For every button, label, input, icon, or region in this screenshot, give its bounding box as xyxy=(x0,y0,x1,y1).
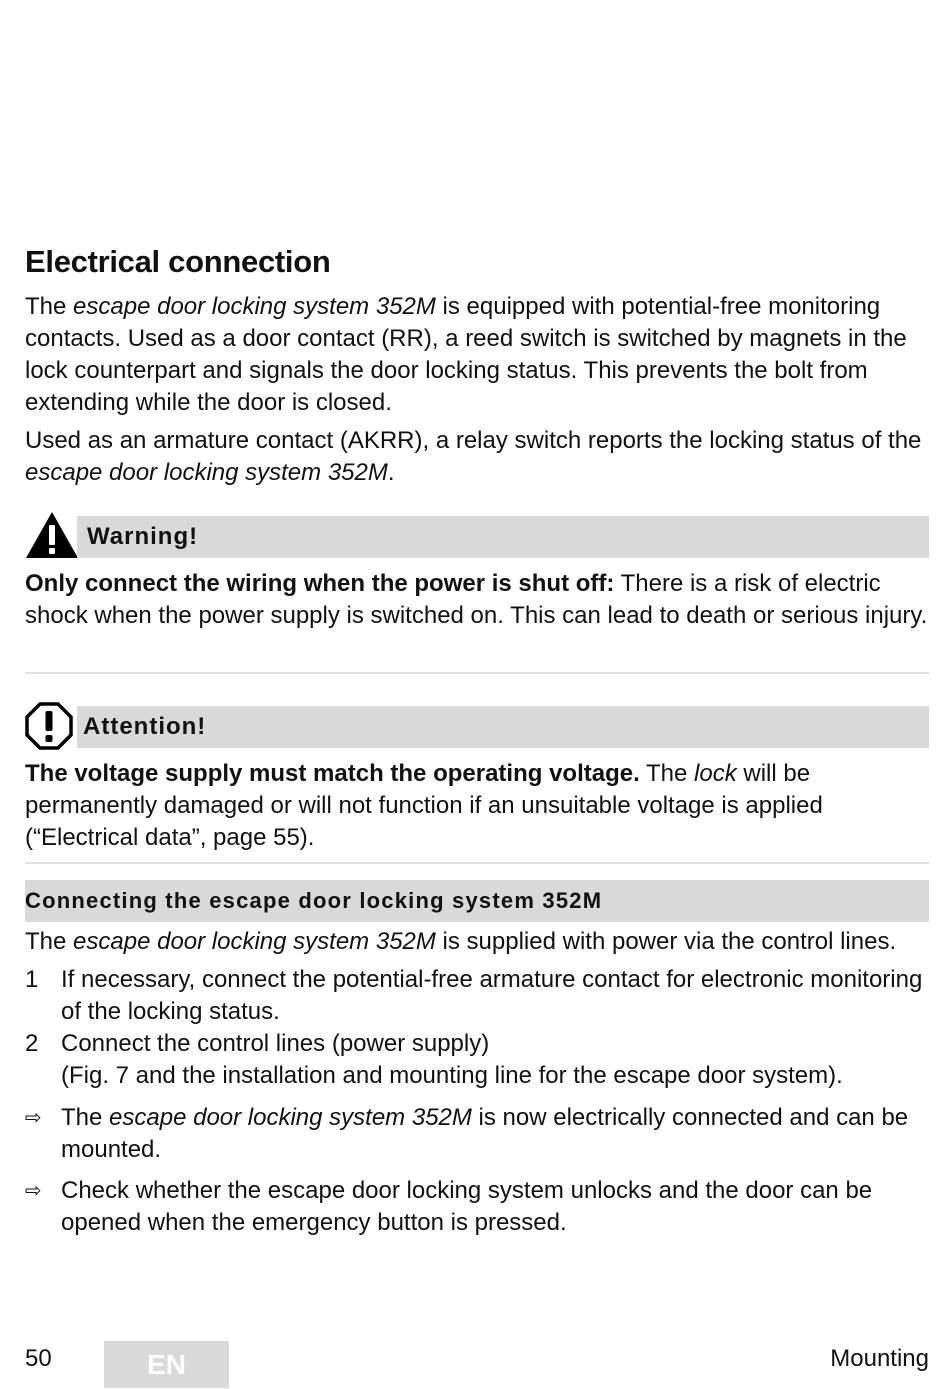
intro-paragraph-2 xyxy=(25,425,929,489)
text-run: is supplied with power via the control lines. xyxy=(435,928,897,955)
section-header: Connecting the escape door locking system 352M xyxy=(25,880,929,922)
text-run: The xyxy=(639,760,695,787)
page-number: 50 xyxy=(25,1345,52,1372)
warning-emphasis: Only connect the wiring when the power is shut off: xyxy=(25,570,615,597)
intro-paragraph-1 xyxy=(25,291,929,419)
text-run: . xyxy=(387,459,395,486)
divider xyxy=(25,862,929,864)
attention-text xyxy=(25,758,929,854)
product-name: escape door locking system 352M xyxy=(73,293,436,320)
step-number: 2 xyxy=(25,1030,39,1057)
step-text xyxy=(61,1028,929,1092)
text-run: The xyxy=(25,928,74,955)
text-run: is now electrically connected and can be mounted. xyxy=(61,1104,909,1163)
text-run: The xyxy=(25,293,74,320)
result-text xyxy=(61,1102,929,1166)
text-run: There is a risk of electric shock when the power supply is switched on. This can lead to death or serious injury. xyxy=(25,570,928,629)
text-run: Used as an armature contact (AKRR), a relay switch reports the locking status of the xyxy=(25,427,922,454)
page-title: Electrical connection xyxy=(25,244,331,279)
result-arrow-icon: ⇨ xyxy=(25,1107,42,1129)
result-text: Check whether the escape door locking system unlocks and the door can be opened when the emergency button is pressed. xyxy=(61,1177,873,1236)
warning-triangle-icon xyxy=(25,510,79,560)
text-run: The xyxy=(61,1104,110,1131)
divider xyxy=(25,672,929,674)
text-run: will be permanently damaged or will not function if an unsuitable voltage is applied (“Electrical data”, page 55). xyxy=(25,760,823,851)
step-number: 1 xyxy=(25,966,39,993)
warning-header: Warning! xyxy=(77,516,929,558)
product-name: escape door locking system 352M xyxy=(109,1104,472,1131)
warning-text xyxy=(25,568,929,632)
text-run: is equipped with potential-free monitoring contacts. Used as a door contact (RR), a reed switch is switched by magnets in the lock counterpart and signals the door locking status. This prevents the bolt from extending while the door is closed. xyxy=(25,293,907,416)
section-name: Mounting xyxy=(830,1345,929,1372)
attention-header: Attention! xyxy=(77,706,929,748)
step-line: (Fig. 7 and the installation and mounting line for the escape door system). xyxy=(61,1062,843,1089)
attention-exclamation-icon xyxy=(25,702,73,750)
product-name: escape door locking system 352M xyxy=(25,459,388,486)
product-name: escape door locking system 352M xyxy=(73,928,436,955)
language-badge: EN xyxy=(104,1341,229,1388)
step-text: If necessary, connect the potential-free armature contact for electronic monitoring of the locking status. xyxy=(61,966,923,1025)
result-arrow-icon: ⇨ xyxy=(25,1180,42,1202)
step-line: Connect the control lines (power supply) xyxy=(61,1030,490,1057)
section-intro xyxy=(25,926,929,958)
lock-term: lock xyxy=(694,760,737,787)
attention-emphasis: The voltage supply must match the operating voltage. xyxy=(25,760,640,787)
